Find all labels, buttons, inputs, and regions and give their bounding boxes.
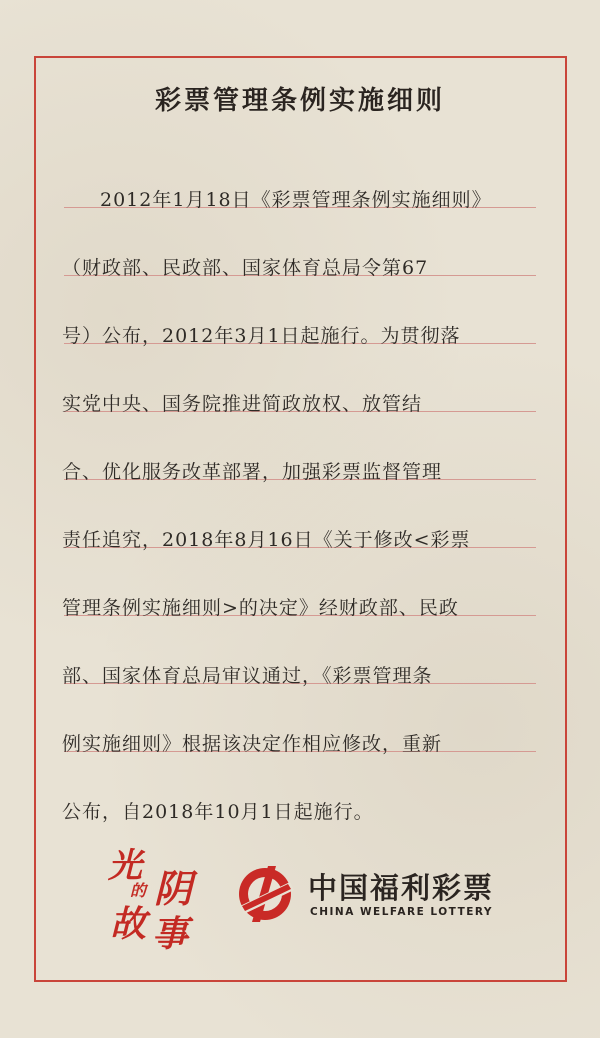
stamp-char: 故 — [110, 903, 147, 945]
body-line: 管理条例实施细则>的决定》经财政部、民政 — [62, 597, 459, 619]
logo-name-en: CHINA WELFARE LOTTERY — [310, 906, 494, 918]
body-line: 部、国家体育总局审议通过，《彩票管理条 — [62, 665, 433, 687]
stamp-char: 光 — [108, 846, 142, 886]
china-welfare-lottery-logo — [232, 860, 502, 930]
stamp-char: 的 — [130, 881, 147, 900]
body-line: 实党中央、国务院推进简政放权、放管结 — [62, 393, 423, 415]
document-body — [62, 166, 538, 846]
body-line: 号）公布，2012年3月1日起施行。为贯彻落 — [62, 325, 461, 347]
body-line: 2012年1月18日《彩票管理条例实施细则》 — [100, 189, 492, 211]
body-line: （财政部、民政部、国家体育总局令第67 — [62, 257, 429, 279]
welfare-lottery-icon — [232, 860, 302, 926]
body-line: 责任追究，2018年8月16日《关于修改<彩票 — [62, 529, 471, 551]
logo-name-cn: 中国福利彩票 — [308, 871, 495, 905]
stamp-char: 阴 — [154, 866, 193, 911]
body-line: 例实施细则》根据该决定作相应修改，重新 — [62, 733, 443, 755]
calligraphy-stamp-logo — [108, 838, 208, 956]
document-title: 彩票管理条例实施细则 — [154, 86, 445, 116]
body-line: 合、优化服务改革部署，加强彩票监督管理 — [62, 461, 443, 483]
body-line: 公布，自2018年10月1日起施行。 — [62, 801, 374, 823]
stamp-char: 事 — [152, 913, 189, 955]
